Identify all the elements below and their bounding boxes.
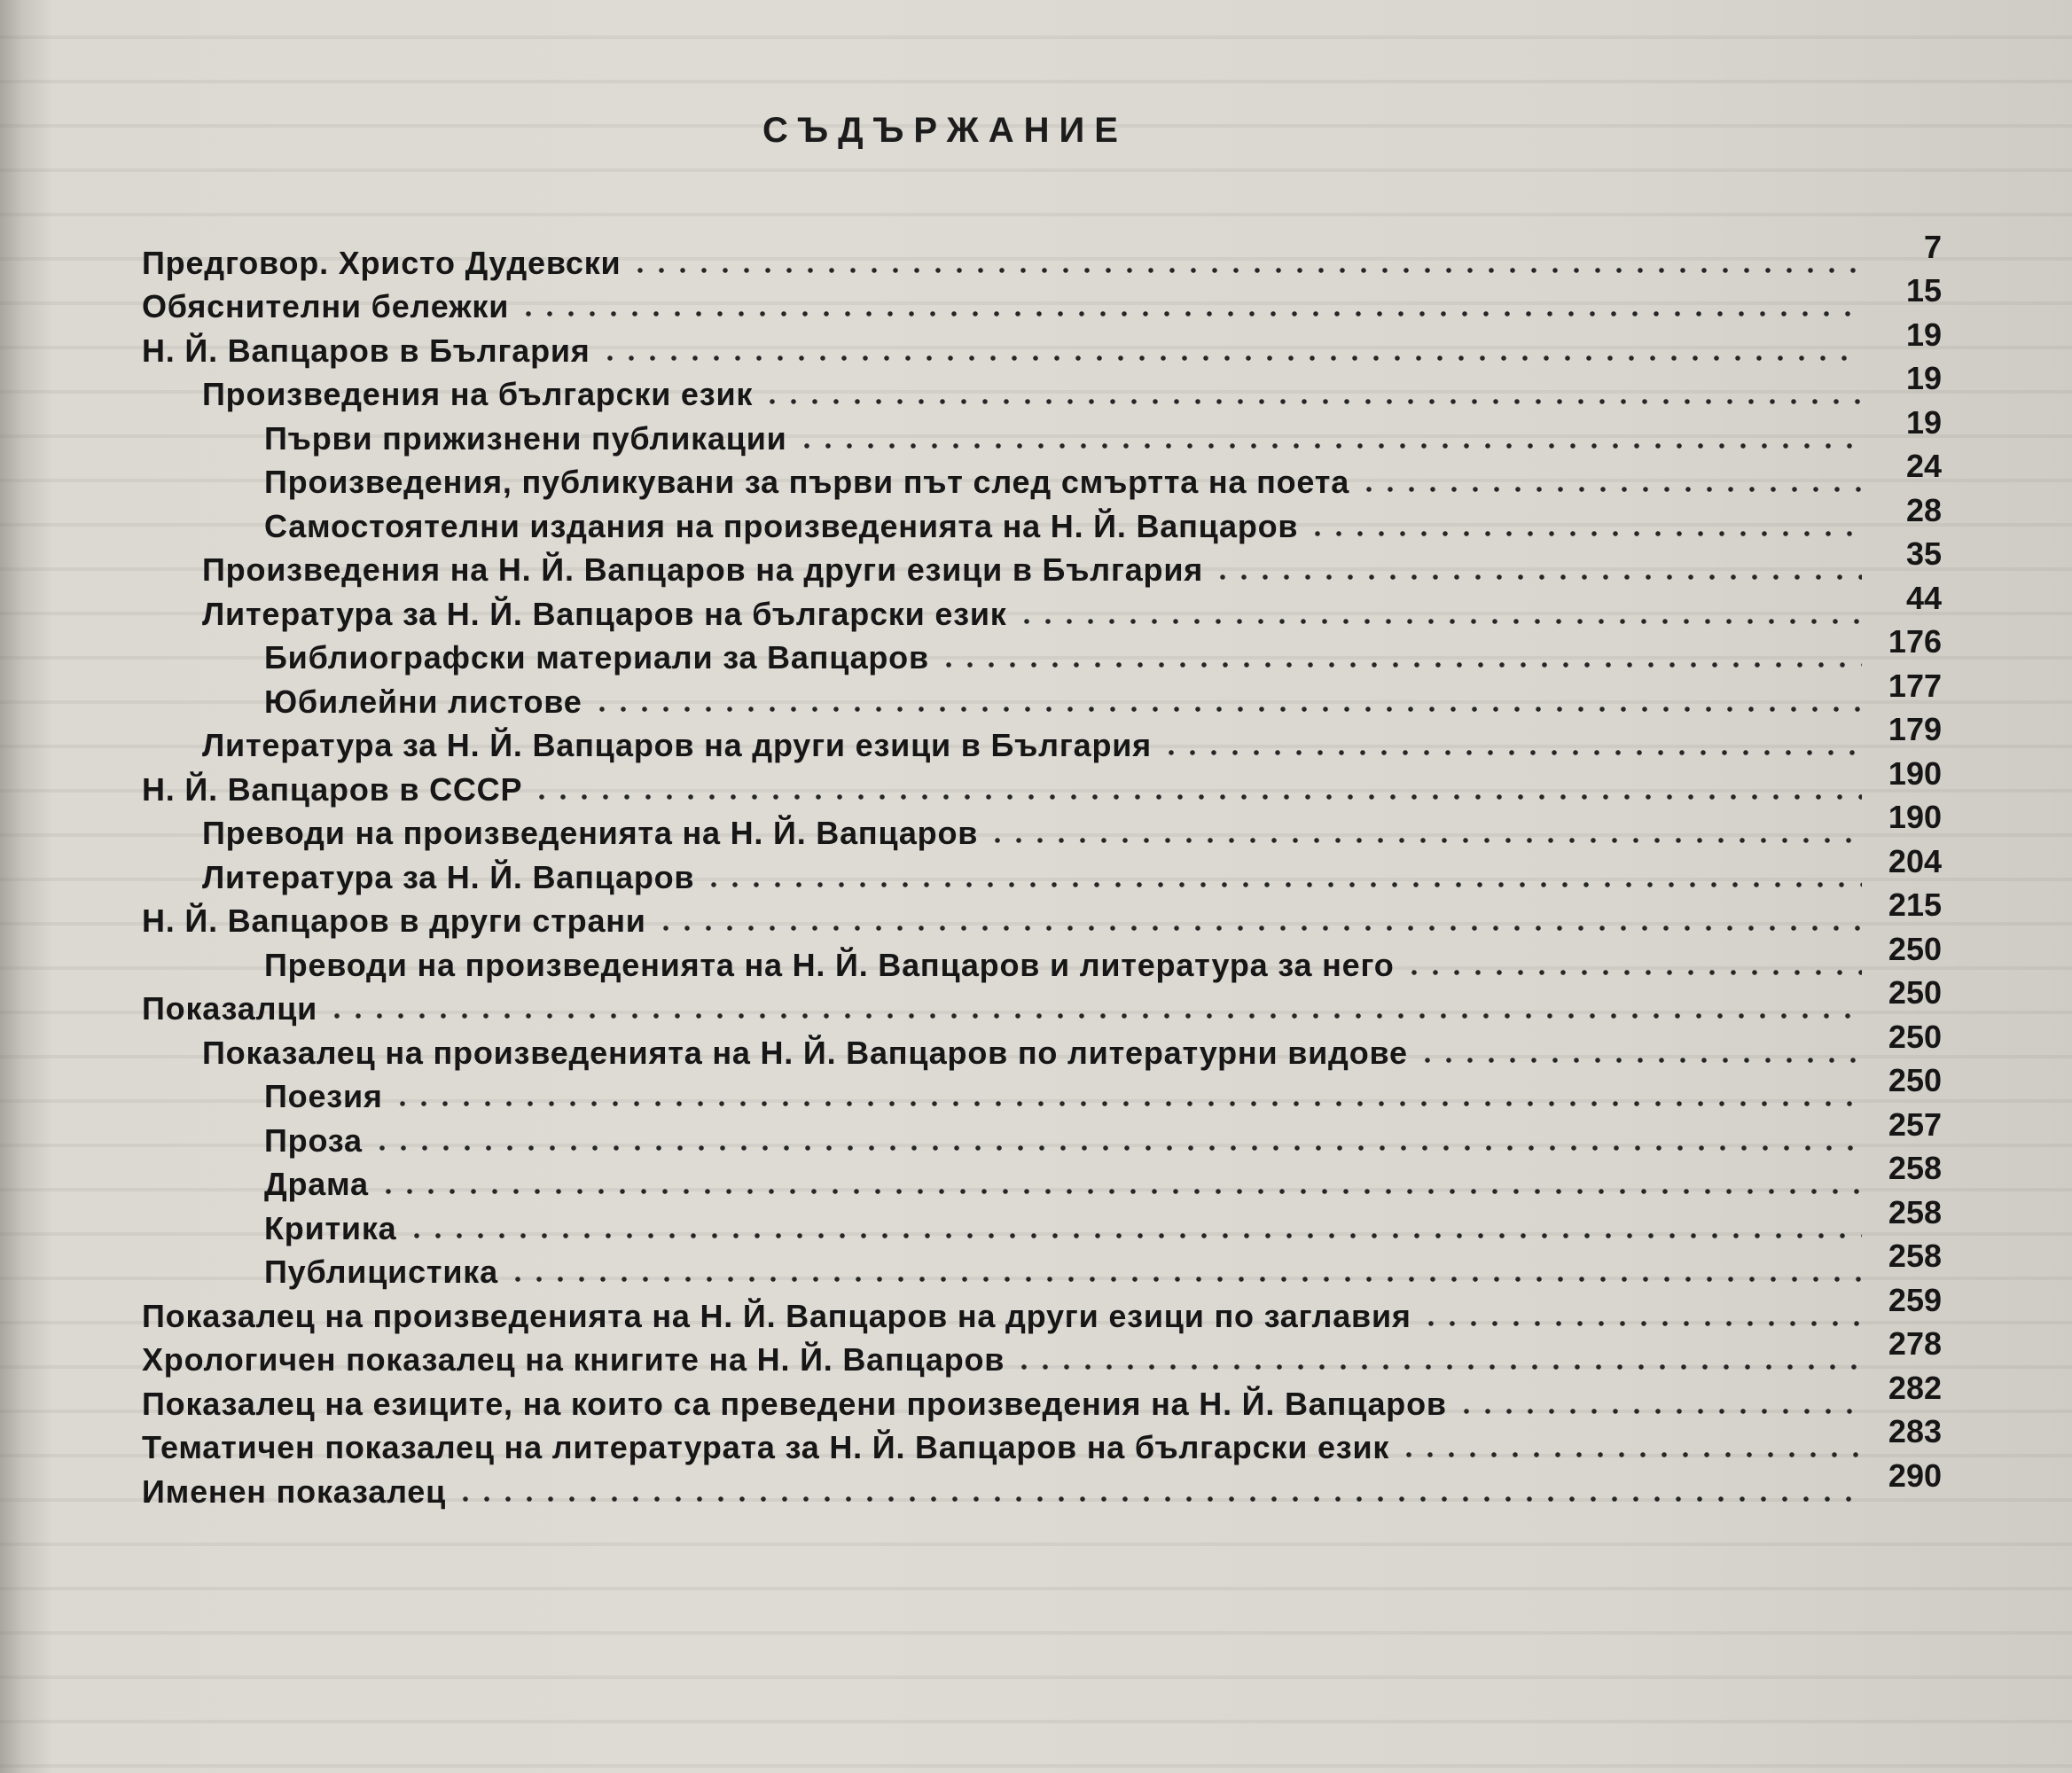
toc-entry-label: Юбилейни листове [264, 683, 583, 720]
toc-entry-label: Тематичен показалец на литературата за Н. Й. Вапцаров на български език [142, 1429, 1390, 1465]
dot-leader [629, 267, 1862, 274]
toc-entry-label: Показалец на произведенията на Н. Й. Вапцаров на други езици по заглавия [142, 1297, 1411, 1334]
dot-leader [796, 442, 1862, 449]
toc-entry [142, 754, 1942, 808]
toc-entry-page-number: 179 [1888, 711, 1942, 747]
toc-entry [142, 535, 1942, 588]
toc-entry-label: Проза [264, 1121, 363, 1159]
toc-entry [142, 623, 1942, 676]
dot-leader [1417, 1057, 1862, 1064]
toc-entry [142, 448, 1942, 500]
toc-entry-page-number: 19 [1905, 316, 1942, 353]
toc-entry-label: Преводи на произведенията на Н. Й. Вапцаров и литература за него [264, 946, 1395, 983]
toc-entry-page-number: 176 [1888, 623, 1942, 660]
toc-entry-page-number: 259 [1888, 1281, 1942, 1318]
toc-entry [142, 403, 1942, 457]
dot-leader [406, 1232, 1863, 1239]
toc-entry-page-number: 215 [1888, 886, 1942, 923]
toc-entry-label: Произведения на български език [202, 376, 754, 412]
dot-leader [1456, 1408, 1862, 1415]
toc-entry [142, 711, 1942, 763]
toc-entry [142, 1105, 1942, 1159]
toc-entry [142, 799, 1942, 851]
toc-entry-label: Показалци [142, 990, 318, 1027]
toc-entry-page-number: 250 [1888, 1018, 1942, 1055]
dot-leader [326, 1012, 1862, 1019]
dot-leader [987, 837, 1862, 844]
toc-entry-label: Публицистика [264, 1254, 498, 1290]
toc-entry-page-number: 19 [1905, 403, 1942, 441]
toc-entry-page-number: 24 [1905, 448, 1942, 484]
toc-entry-label: Именен показалец [142, 1472, 447, 1510]
dot-leader [938, 661, 1862, 668]
toc-entry-page-number: 258 [1888, 1193, 1942, 1230]
toc-entry [142, 579, 1942, 632]
toc-entry-label: Литература за Н. Й. Вапцаров [202, 858, 695, 895]
dot-leader [507, 1276, 1862, 1283]
toc-entry-page-number: 7 [1923, 228, 1942, 265]
toc-entry-label: Показалец на произведенията на Н. Й. Вапцаров по литературни видове [202, 1034, 1408, 1071]
toc-entry-page-number: 44 [1905, 579, 1942, 616]
toc-entry [142, 886, 1942, 939]
toc-entry [142, 974, 1942, 1027]
toc-entry-label: Произведения, публикувани за първи път след смъртта на поета [264, 464, 1350, 500]
toc-entry-page-number: 15 [1905, 272, 1942, 309]
dot-leader [1420, 1320, 1862, 1327]
dot-leader [378, 1188, 1862, 1195]
toc-entry-page-number: 290 [1888, 1457, 1942, 1494]
toc-entry-label: Преводи на произведенията на Н. Й. Вапцаров [202, 815, 979, 851]
toc-entry-label: Н. Й. Вапцаров в България [142, 332, 590, 369]
toc-entry [142, 1018, 1942, 1071]
dot-leader [1161, 749, 1862, 756]
toc-entry-label: Самостоятелни издания на произведенията на Н. Й. Вапцаров [264, 507, 1299, 544]
toc-entry [142, 1238, 1942, 1290]
toc-entry [142, 842, 1942, 895]
toc-entry-label: Предговор. Христо Дудевски [142, 244, 622, 281]
toc-entry [142, 1193, 1942, 1246]
dot-leader [599, 355, 1862, 362]
toc-entry-page-number: 177 [1888, 667, 1942, 704]
toc-entry-page-number: 190 [1888, 754, 1942, 792]
toc-entry-page-number: 257 [1888, 1105, 1942, 1143]
toc-entry [142, 1457, 1942, 1510]
toc-entry [142, 491, 1942, 544]
dot-leader [655, 925, 1862, 932]
toc-entry-page-number: 190 [1888, 799, 1942, 835]
dot-leader [531, 793, 1862, 801]
toc-entry [142, 1062, 1942, 1114]
toc-entry [142, 360, 1942, 412]
toc-entry-label: Литература за Н. Й. Вапцаров на български език [202, 595, 1007, 632]
dot-leader [762, 398, 1862, 405]
toc-entry [142, 1325, 1942, 1378]
dot-leader [392, 1100, 1862, 1107]
toc-entry-page-number: 204 [1888, 842, 1942, 879]
dot-leader [518, 310, 1862, 317]
dot-leader [371, 1144, 1862, 1152]
toc-entry [142, 272, 1942, 324]
dot-leader [1358, 486, 1862, 493]
page-title: СЪДЪРЖАНИЕ [762, 111, 1128, 150]
toc-entry [142, 316, 1942, 369]
toc-entry [142, 1281, 1942, 1334]
toc-entry-label: Библиографски материали за Вапцаров [264, 639, 929, 676]
toc-entry-label: Обяснителни бележки [142, 288, 510, 324]
table-of-contents [142, 228, 1942, 1510]
toc-entry-label: Н. Й. Вапцаров в СССР [142, 770, 523, 808]
toc-entry [142, 667, 1942, 720]
dot-leader [1016, 618, 1862, 625]
dot-leader [591, 706, 1862, 713]
toc-entry-label: Първи прижизнени публикации [264, 419, 787, 457]
dot-leader [1307, 530, 1862, 537]
toc-entry-label: Н. Й. Вапцаров в други страни [142, 902, 646, 939]
toc-entry-page-number: 250 [1888, 1062, 1942, 1098]
toc-entry-page-number: 258 [1888, 1238, 1942, 1274]
toc-entry [142, 1413, 1942, 1465]
toc-entry-label: Драма [264, 1166, 369, 1202]
toc-entry-page-number: 278 [1888, 1325, 1942, 1362]
toc-entry-page-number: 250 [1888, 974, 1942, 1011]
toc-entry-page-number: 28 [1905, 491, 1942, 528]
toc-entry-page-number: 282 [1888, 1369, 1942, 1406]
toc-entry-label: Хрологичен показалец на книгите на Н. Й. Вапцаров [142, 1341, 1005, 1378]
dot-leader [1212, 574, 1862, 581]
toc-entry-label: Литература за Н. Й. Вапцаров на други езици в България [202, 727, 1152, 763]
toc-entry [142, 930, 1942, 983]
toc-entry-label: Произведения на Н. Й. Вапцаров на други езици в България [202, 551, 1204, 588]
toc-entry [142, 1150, 1942, 1202]
toc-entry-page-number: 258 [1888, 1150, 1942, 1186]
toc-entry-label: Поезия [264, 1078, 383, 1114]
dot-leader [1398, 1451, 1862, 1458]
dot-leader [1013, 1363, 1862, 1371]
toc-entry-label: Показалец на езиците, на които са преведени произведения на Н. Й. Вапцаров [142, 1385, 1447, 1422]
toc-entry-page-number: 19 [1905, 360, 1942, 396]
toc-entry-page-number: 35 [1905, 535, 1942, 572]
toc-entry [142, 1369, 1942, 1422]
toc-entry-page-number: 250 [1888, 930, 1942, 967]
dot-leader [1403, 969, 1862, 976]
toc-entry [142, 228, 1942, 281]
toc-entry-page-number: 283 [1888, 1413, 1942, 1449]
dot-leader [703, 881, 1862, 888]
toc-entry-label: Критика [264, 1209, 397, 1246]
dot-leader [455, 1496, 1862, 1503]
